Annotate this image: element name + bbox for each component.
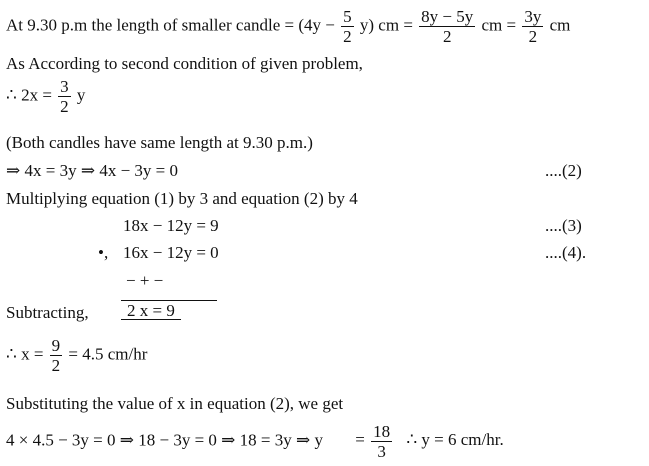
line-11-text-a: ∴ x = bbox=[6, 344, 44, 364]
line-12: Substituting the value of x in equation (2), we get bbox=[6, 394, 344, 413]
fraction-8y-5y-over-2: $\frac{8y - 5y}{2}$ bbox=[421, 7, 474, 46]
line-5-text: ⇒ 4x = 3y ⇒ 4x − 3y = 0 bbox=[6, 161, 179, 180]
bullet-mark: •, bbox=[98, 243, 109, 262]
fraction-3-over-2: $\frac{3}{2}$ bbox=[60, 77, 69, 116]
line-13-text-c: ∴ y = 6 cm/hr. bbox=[406, 430, 504, 450]
line-11 bbox=[6, 337, 147, 374]
line-4: (Both candles have same length at 9.30 p.m.) bbox=[6, 133, 313, 152]
line-10-result: 2 x = 9 bbox=[121, 300, 217, 320]
line-8: 16x − 12y = 0 bbox=[123, 243, 219, 262]
line-9-signs: − + − bbox=[126, 271, 164, 290]
equation-ref-4: ....(4). bbox=[545, 243, 587, 262]
equation-ref-2: ....(2) bbox=[545, 161, 582, 180]
fraction-5-over-2: $\frac{5}{2}$ bbox=[343, 7, 352, 46]
line-1-text-b: y) cm = bbox=[359, 15, 413, 35]
line-1-text-d: cm bbox=[549, 15, 571, 35]
line-3-text-a: ∴ 2x = bbox=[6, 85, 52, 105]
line-13-text-b: = bbox=[355, 430, 365, 450]
line-10-label: Subtracting, bbox=[6, 303, 89, 322]
line-1-text-c: cm = bbox=[481, 15, 517, 35]
line-7: 18x − 12y = 9 bbox=[123, 216, 219, 235]
fraction-3y-over-2: $\frac{3y}{2}$ bbox=[524, 7, 542, 46]
line-11-text-b: = 4.5 cm/hr bbox=[68, 344, 148, 364]
line-1-text-a: At 9.30 p.m the length of smaller candle = (4y − bbox=[6, 15, 335, 35]
fraction-9-over-2: $\frac{9}{2}$ bbox=[51, 336, 61, 375]
line-2: As According to second condition of given problem, bbox=[6, 54, 363, 73]
line-3-text-b: y bbox=[76, 85, 86, 105]
line-6: Multiplying equation (1) by 3 and equation (2) by 4 bbox=[6, 189, 358, 208]
line-5 bbox=[6, 162, 178, 179]
line-13 bbox=[6, 423, 504, 460]
line-3 bbox=[6, 78, 85, 115]
fraction-18-over-3: $\frac{18}{3}$ bbox=[373, 422, 391, 461]
line-1 bbox=[6, 8, 570, 45]
equation-ref-3: ....(3) bbox=[545, 216, 582, 235]
line-13-text-a: 4 × 4.5 − 3y = 0 ⇒ 18 − 3y = 0 ⇒ 18 = 3y ⇒ y bbox=[6, 430, 324, 450]
